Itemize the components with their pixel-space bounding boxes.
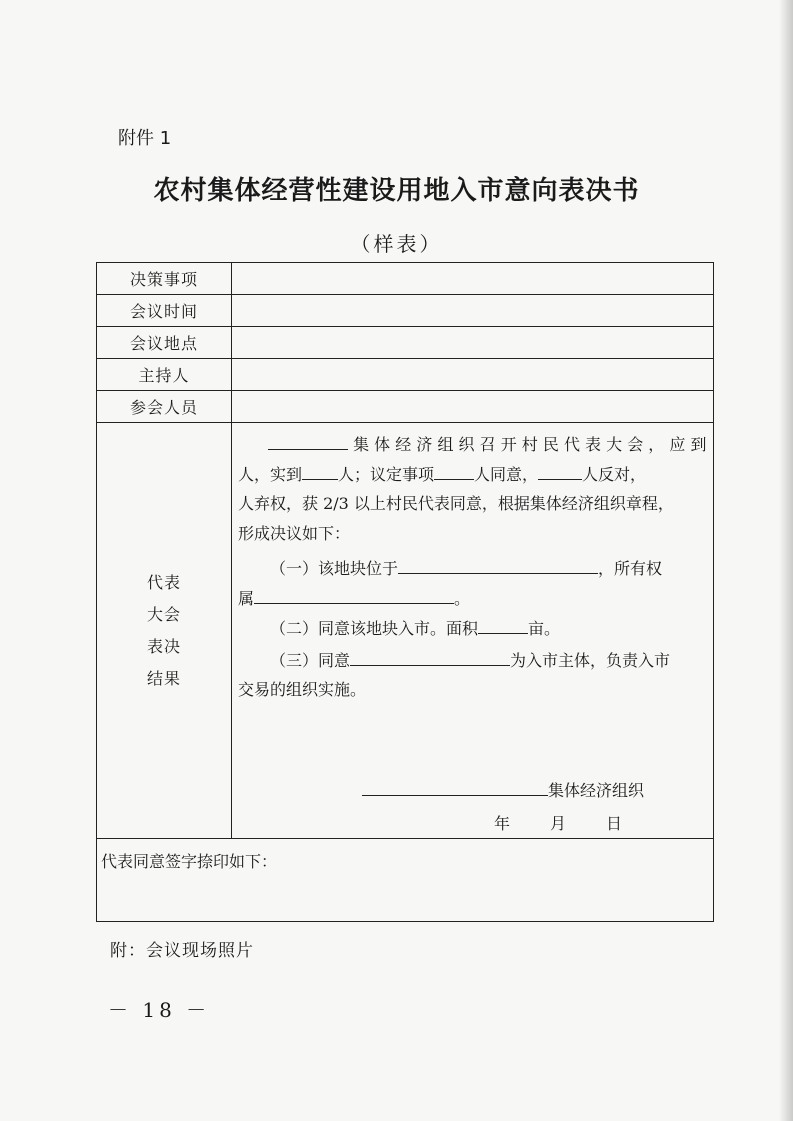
row-label-decision-item: 决策事项 (97, 263, 232, 295)
result-label-line: 大会 (146, 604, 181, 624)
date-year: 年 (494, 814, 511, 833)
result-line-3: 人弃权，获 2/3 以上村民代表同意，根据集体经济组织章程， (238, 494, 674, 513)
result-text: 。 (454, 589, 471, 608)
document-title: 农村集体经营性建设用地入市意向表决书 (153, 176, 640, 206)
result-item-3-cont: 交易的组织实施。 (238, 680, 367, 699)
blank-oppose-count (538, 463, 582, 480)
result-text: 亩。 (528, 619, 561, 638)
result-text: 人反对， (582, 465, 647, 484)
result-item-3 (270, 649, 670, 672)
result-label (97, 423, 232, 839)
signature-label: 代表同意签字捺印如下： (101, 852, 278, 871)
row-value-host (232, 359, 714, 391)
result-text: 为入市主体，负责入市 (510, 651, 671, 670)
row-value-meeting-time (232, 295, 714, 327)
result-label-line: 结果 (146, 668, 181, 688)
row-label-host: 主持人 (97, 359, 232, 391)
table-row-signature (97, 839, 714, 922)
row-value-attendees (232, 391, 714, 423)
result-label-line: 代表 (146, 572, 181, 592)
table-row (97, 359, 714, 391)
result-text: ，所有权 (598, 559, 663, 578)
result-item-2 (270, 617, 560, 640)
result-text: （三）同意 (270, 651, 351, 670)
row-label-meeting-time: 会议时间 (97, 295, 232, 327)
table-row (97, 295, 714, 327)
result-label-line: 表决 (146, 636, 181, 656)
result-text: 集 体 经 济 组 织 召 开 村 民 代 表 大 会 ， 应 到 (353, 435, 707, 454)
blank-location (398, 557, 598, 574)
table-row-result (97, 423, 714, 839)
result-text: 人同意， (474, 465, 539, 484)
resolution-form-table (96, 262, 714, 922)
result-line-1 (238, 433, 706, 456)
date-day: 日 (606, 814, 623, 833)
row-label-attendees: 参会人员 (97, 391, 232, 423)
result-text: 属 (238, 589, 255, 608)
row-value-meeting-place (232, 327, 714, 359)
document-subtitle: （样表） (350, 232, 443, 256)
table-row (97, 263, 714, 295)
date-line (494, 813, 622, 835)
result-text: 人，实到 (238, 465, 303, 484)
result-line-4: 形成决议如下： (238, 524, 351, 543)
page-edge-shadow (779, 0, 793, 1121)
signature-cell (97, 839, 714, 922)
result-content (232, 423, 714, 839)
result-text: 集体经济组织 (548, 781, 645, 800)
table-row (97, 391, 714, 423)
org-signature-line (362, 779, 644, 802)
result-item-1 (270, 557, 662, 580)
attachment-note: 附：会议现场照片 (110, 941, 254, 961)
date-month: 月 (550, 814, 567, 833)
result-line-2 (238, 463, 646, 486)
blank-ownership (254, 587, 454, 604)
blank-agree-count (434, 463, 474, 480)
table-row (97, 327, 714, 359)
row-label-meeting-place: 会议地点 (97, 327, 232, 359)
row-value-decision-item (232, 263, 714, 295)
blank-org-signature (362, 779, 548, 796)
blank-org-name (268, 433, 348, 450)
blank-entity (350, 649, 510, 666)
blank-present-count (302, 463, 338, 480)
result-text: （二）同意该地块入市。面积 (270, 619, 479, 638)
result-text: 人；议定事项 (338, 465, 435, 484)
attachment-label: 附件 1 (118, 128, 172, 149)
result-text: （一）该地块位于 (270, 559, 399, 578)
result-item-1-cont (238, 587, 470, 610)
blank-area (478, 617, 528, 634)
page-number: － 18 － (108, 998, 211, 1022)
